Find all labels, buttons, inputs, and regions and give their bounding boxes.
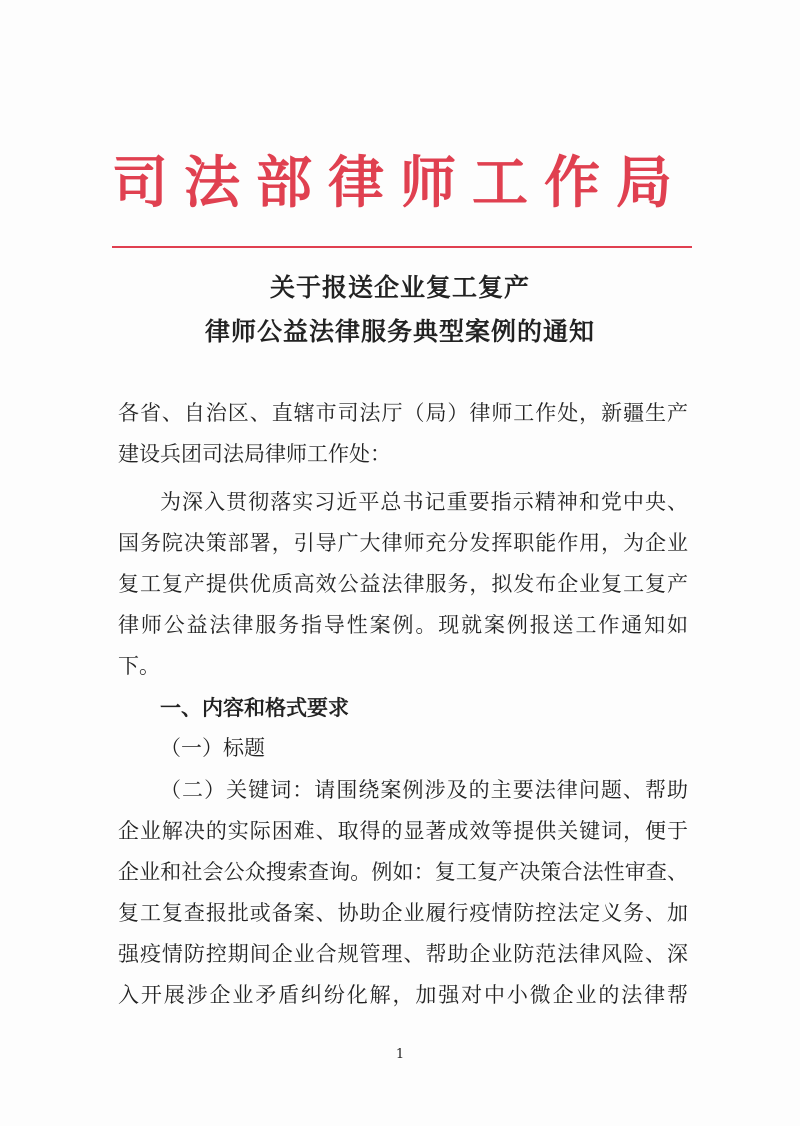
- salutation-line: 建设兵团司法局律师工作处：: [118, 442, 391, 466]
- page-number: 1: [395, 1047, 405, 1062]
- paragraph-line: 强疫情防控期间企业合规管理、帮助企业防范法律风险、深: [118, 942, 688, 966]
- paragraph-line: 入开展涉企业矛盾纠纷化解，加强对中小微企业的法律帮: [118, 983, 688, 1007]
- paragraph-line: 企业解决的实际困难、取得的显著成效等提供关键词，便于: [118, 819, 688, 843]
- letterhead-divider: [112, 246, 692, 248]
- document-title-line-1: 关于报送企业复工复产: [269, 273, 530, 302]
- org-letterhead: 司法部律师工作局: [112, 150, 688, 216]
- section-heading: 一、内容和格式要求: [160, 696, 349, 720]
- sub-heading-title: （一）标题: [160, 736, 265, 760]
- paragraph-line: 律师公益法律服务指导性案例。现就案例报送工作通知如: [118, 613, 688, 637]
- paragraph-line: 企业和社会公众搜索查询。例如：复工复产决策合法性审查、: [118, 860, 688, 884]
- paragraph-line: 国务院决策部署，引导广大律师充分发挥职能作用，为企业: [118, 531, 688, 555]
- salutation: [118, 393, 688, 475]
- salutation-line: 各省、自治区、直辖市司法厅（局）律师工作处，新疆生产: [118, 401, 688, 425]
- paragraph-line: 下。: [118, 654, 160, 678]
- document-title-line-2: 律师公益法律服务典型案例的通知: [204, 317, 595, 346]
- paragraph-line: 复工复查报批或备案、协助企业履行疫情防控法定义务、加: [118, 901, 688, 925]
- keywords-paragraph: [118, 770, 688, 1016]
- paragraph-line: 为深入贯彻落实习近平总书记重要指示精神和党中央、: [160, 490, 688, 514]
- paragraph-line: 复工复产提供优质高效公益法律服务，拟发布企业复工复产: [118, 572, 688, 596]
- intro-paragraph: [118, 482, 688, 687]
- paragraph-line: （二）关键词：请围绕案例涉及的主要法律问题、帮助: [160, 778, 688, 802]
